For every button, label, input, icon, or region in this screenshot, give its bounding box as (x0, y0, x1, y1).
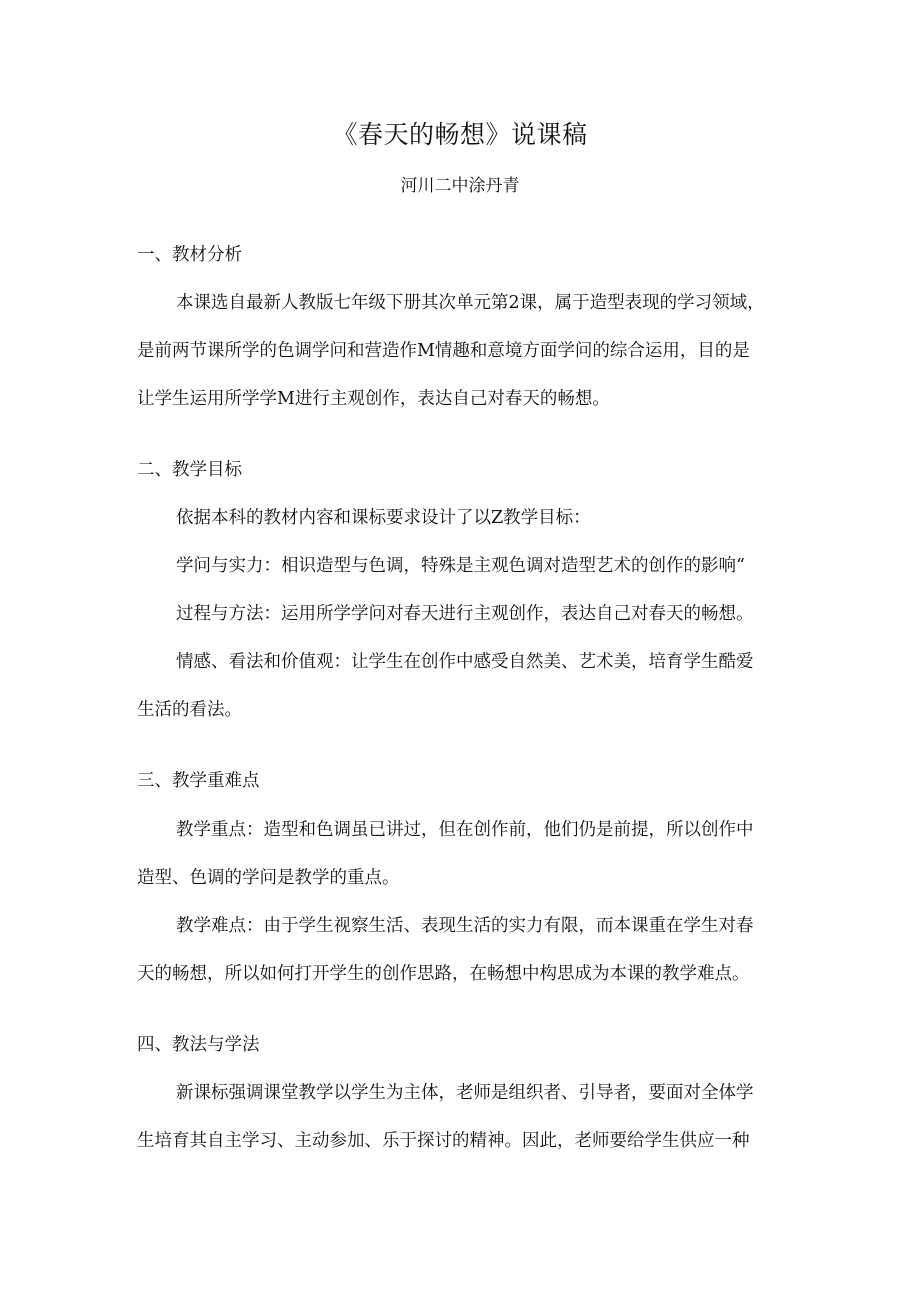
paragraph-line: 本课选自最新人教版七年级下册其次单元第2课，属于造型表现的学习领域， (176, 293, 765, 313)
paragraph-line: 学问与实力：相识造型与色调，特殊是主观色调对造型艺术的创作的影响“ (176, 556, 745, 576)
section-heading: 四、教法与学法 (137, 1035, 260, 1055)
paragraph-line: 是前两节课所学的色调学问和营造作M情趣和意境方面学问的综合运用，目的是 (137, 341, 750, 361)
paragraph-line: 新课标强调课堂教学以学生为主体，老师是组织者、引导者，要面对全体学 (176, 1083, 754, 1103)
section-heading: 三、教学重难点 (137, 771, 260, 791)
paragraph-line: 教学重点：造型和色调虽已讲过，但在创作前，他们仍是前提，所以创作中 (176, 820, 754, 840)
paragraph-line: 情感、看法和价值观：让学生在创作中感受自然美、艺术美，培育学生酷爱 (176, 652, 754, 672)
paragraph-line: 教学难点：由于学生视察生活、表现生活的实力有限，而本课重在学生对春 (176, 916, 754, 936)
paragraph-line: 天的畅想，所以如何打开学生的创作思路，在畅想中构思成为本课的教学难点。 (137, 964, 750, 984)
paragraph-line: 过程与方法：运用所学学问对春天进行主观创作，表达自己对春天的畅想。 (176, 604, 754, 624)
document-title: 《春天的畅想》说课稿 (332, 120, 588, 149)
paragraph-line: 生活的看法。 (137, 700, 242, 720)
paragraph-line: 造型、色调的学问是教学的重点。 (137, 868, 400, 888)
section-heading: 一、教材分析 (137, 245, 242, 265)
paragraph-line: 依据本科的教材内容和课标要求设计了以Z教学目标： (176, 508, 591, 528)
paragraph-line: 让学生运用所学学M进行主观创作，表达自己对春天的畅想。 (137, 389, 610, 409)
section-heading: 二、教学目标 (137, 460, 242, 480)
document-author: 河川二中涂丹青 (400, 176, 520, 196)
paragraph-line: 生培育其自主学习、主动参加、乐于探讨的精神。因此，老师要给学生供应一种 (137, 1131, 750, 1151)
